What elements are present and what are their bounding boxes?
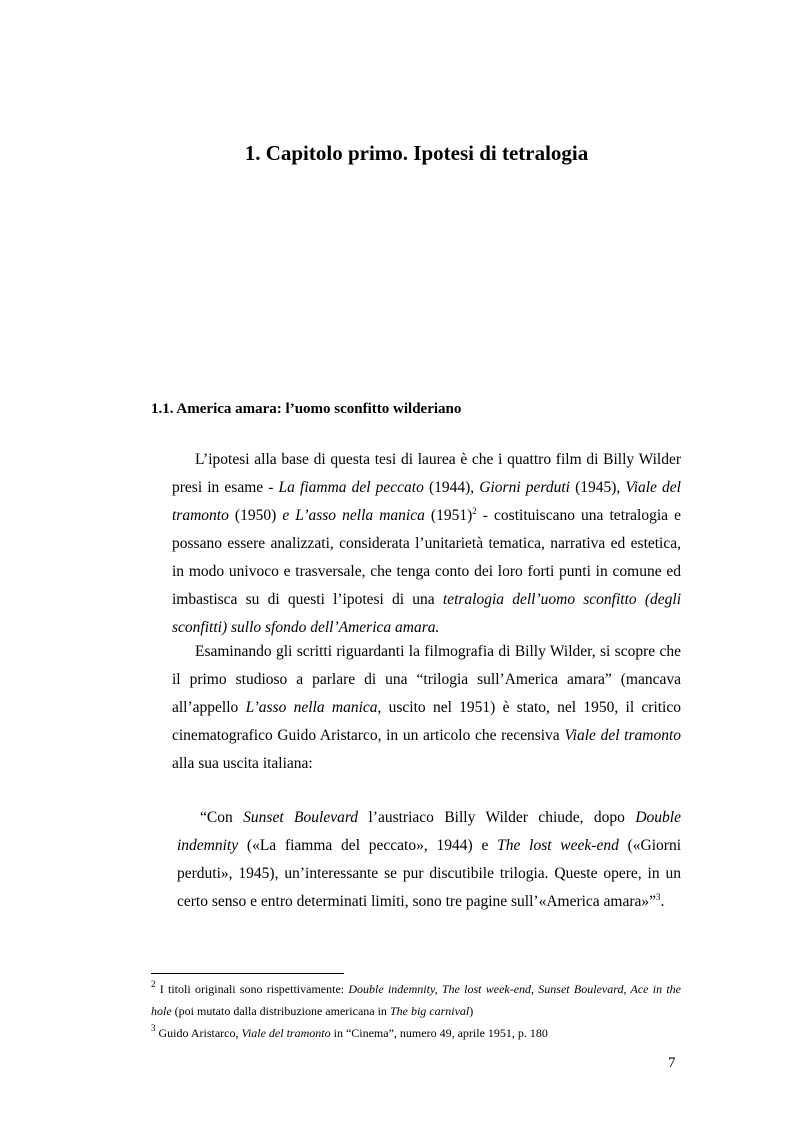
text-run: I titoli originali sono rispettivamente: [155, 982, 349, 996]
film-titles: Double indemnity, The lost week-end, Sunset Boulevard, Ace in the hole [151, 982, 681, 1018]
body-paragraph-1 [172, 446, 681, 642]
footnote-3 [151, 1022, 681, 1044]
film-title: The lost week-end [497, 837, 619, 854]
text-run: alla sua uscita italiana: [172, 755, 313, 772]
text-run: ) [469, 1004, 474, 1018]
text-run: (1945), [569, 479, 626, 496]
text-run: , uscito nel 1951) è stato, nel 1950, il critico cinematografico Guido Aristarco, in un articolo che recensiva [172, 699, 681, 744]
footnote-ref: 2 [472, 506, 477, 516]
chapter-title: 1. Capitolo primo. Ipotesi di tetralogia [244, 141, 589, 165]
text-run: («Giorni perduti», 1945), un’interessante se pur discutibile trilogia. Queste opere, in un certo senso e entro determinati limiti, sono tre pagine sull’«America amara»” [177, 837, 682, 910]
text-run: “Con [200, 809, 244, 826]
film-title: Double indemnity [177, 809, 681, 854]
body-paragraph-2 [172, 638, 681, 778]
page-number: 7 [668, 1055, 676, 1071]
film-title: La fiamma del peccato [278, 479, 424, 496]
text-run: (1950) [228, 507, 283, 524]
film-title: L’asso nella manica [245, 699, 378, 716]
film-title: Giorni perduti [479, 479, 570, 496]
text-run: l’austriaco Billy Wilder chiude, dopo [358, 809, 636, 826]
text-run: Guido Aristarco, [155, 1026, 242, 1040]
text-run: L’ipotesi alla base di questa tesi di laurea è che i quattro film di Billy Wilder presi in esame - [172, 451, 681, 496]
footnote-separator [151, 973, 344, 974]
text-run: (1944), [423, 479, 480, 496]
text-run: (1951) [424, 507, 473, 524]
text-run: . [660, 893, 665, 910]
footnotes [151, 978, 681, 1044]
film-title: The big carnival [389, 1004, 470, 1018]
film-title: Viale del tramonto [241, 1026, 331, 1040]
footnote-2 [151, 978, 681, 1022]
film-title: Sunset Boulevard [243, 809, 359, 826]
section-title: 1.1. America amara: l’uomo sconfitto wilderiano [151, 401, 462, 417]
text-run: («La fiamma del peccato», 1944) e [238, 837, 498, 854]
text-run: in “Cinema”, numero 49, aprile 1951, p. 180 [330, 1026, 548, 1040]
text-run: - costituiscano una tetralogia e possano essere analizzati, considerata l’unitarietà tematica, narrativa ed estetica, in modo univoco e trasversale, che tenga conto dei loro forti punti in comune ed imbastisca su di questi l’ipotesi di una [172, 507, 681, 608]
film-title: e L’asso nella manica [282, 507, 425, 524]
text-run: (poi mutato dalla distribuzione americana in [171, 1004, 390, 1018]
footnote-number: 2 [151, 979, 156, 989]
film-title: Viale del tramonto [564, 727, 681, 744]
block-quote [177, 804, 681, 916]
text-run: Esaminando gli scritti riguardanti la filmografia di Billy Wilder, si scopre che il primo studioso a parlare di una “trilogia sull’America amara” (mancava all’appello [172, 643, 681, 716]
film-title: Viale del tramonto [172, 479, 681, 524]
footnote-number: 3 [151, 1023, 156, 1033]
emphasis-text: tetralogia dell’uomo sconfitto (degli sconfitti) sullo sfondo dell’America amara. [172, 591, 681, 636]
footnote-ref: 3 [656, 892, 661, 902]
